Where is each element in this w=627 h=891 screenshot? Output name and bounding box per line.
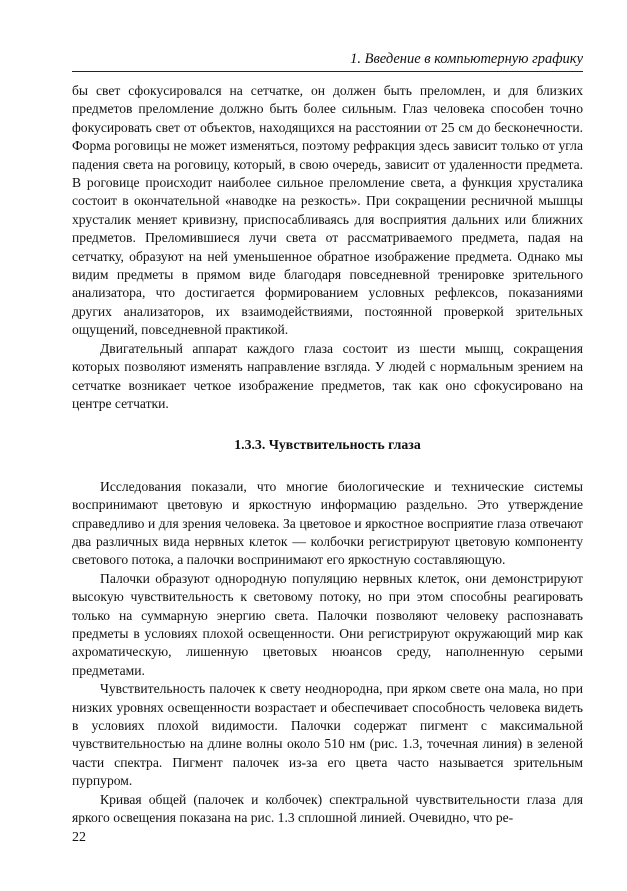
paragraph: Двигательный аппарат каждого глаза состоит из шести мышц, сокращения которых позволяют изменять направление взгляда. У людей с нормальным зрением на сетчатке возникает четкое изображение предметов, так как оно сфокусировано на центре сетчатки. xyxy=(72,340,583,411)
body-text xyxy=(72,82,583,827)
paragraph: Палочки образуют однородную популяцию нервных клеток, они демонстрируют высокую чувствительность к световому потоку, но при этом способны реагировать только на суммарную энергию света. Палочки позволяют человеку распознавать предметы в условиях плохой освещенности. Они регистрируют окружающий мир как ахроматическую, лишенную цветовых нюансов среду, наполненную серыми предметами. xyxy=(72,570,583,678)
paragraph: Исследования показали, что многие биологические и технические системы воспринимают цветовую и яркостную информацию раздельно. Это утверждение справедливо и для зрения человека. За цветовое и яркостное восприятие глаза отвечают два различных вида нервных клеток — колбочки регистрируют цветовую компоненту светового потока, а палочки воспринимают его яркостную составляющую. xyxy=(72,478,583,568)
header-rule xyxy=(72,71,583,72)
paragraph: Кривая общей (палочек и колбочек) спектральной чувствительности глаза для яркого освещения показана на рис. 1.3 сплошной линией. Очевидно, что ре- xyxy=(72,791,583,826)
running-header: 1. Введение в компьютерную графику xyxy=(350,51,583,67)
section-heading: 1.3.3. Чувствительность глаза xyxy=(234,437,421,453)
paragraph: Чувствительность палочек к свету неоднородна, при ярком свете она мала, но при низких уровнях освещенности возрастает и обеспечивает способность человека видеть в условиях плохой видимости. Палочки содержат пигмент с максимальной чувствительностью на длине волны около 510 нм (рис. 1.3, точечная линия) в зеленой части спектра. Пигмент палочек из-за его цвета часто называется зрительным пурпуром. xyxy=(72,681,583,789)
page-number: 22 xyxy=(72,830,86,845)
paragraph: бы свет сфокусировался на сетчатке, он должен быть преломлен, и для близких предметов преломление должно быть более сильным. Глаз человека способен точно фокусировать свет от объектов, находящихся на расстоянии от 25 см до бесконечности. Форма роговицы не может изменяться, поэтому рефракция здесь зависит только от угла падения света на роговицу, который, в свою очередь, зависит от удаленности предмета. В роговице происходит наиболее сильное преломление света, а функция хрусталика состоит в окончательной «наводке на резкость». При сокращении ресничной мышцы хрусталик меняет кривизну, приспосабливаясь для восприятия дальних или ближних предметов. Преломившиеся лучи света от рассматриваемого предмета, падая на сетчатку, образуют на ней уменьшенное обратное изображение предмета. Однако мы видим предметы в прямом виде благодаря повседневной тренировке зрительного анализатора, что достигается формированием условных рефлексов, показаниями других анализаторов, их взаимодействиями, постоянной проверкой зрительных ощущений, повседневной практикой. xyxy=(72,83,583,338)
